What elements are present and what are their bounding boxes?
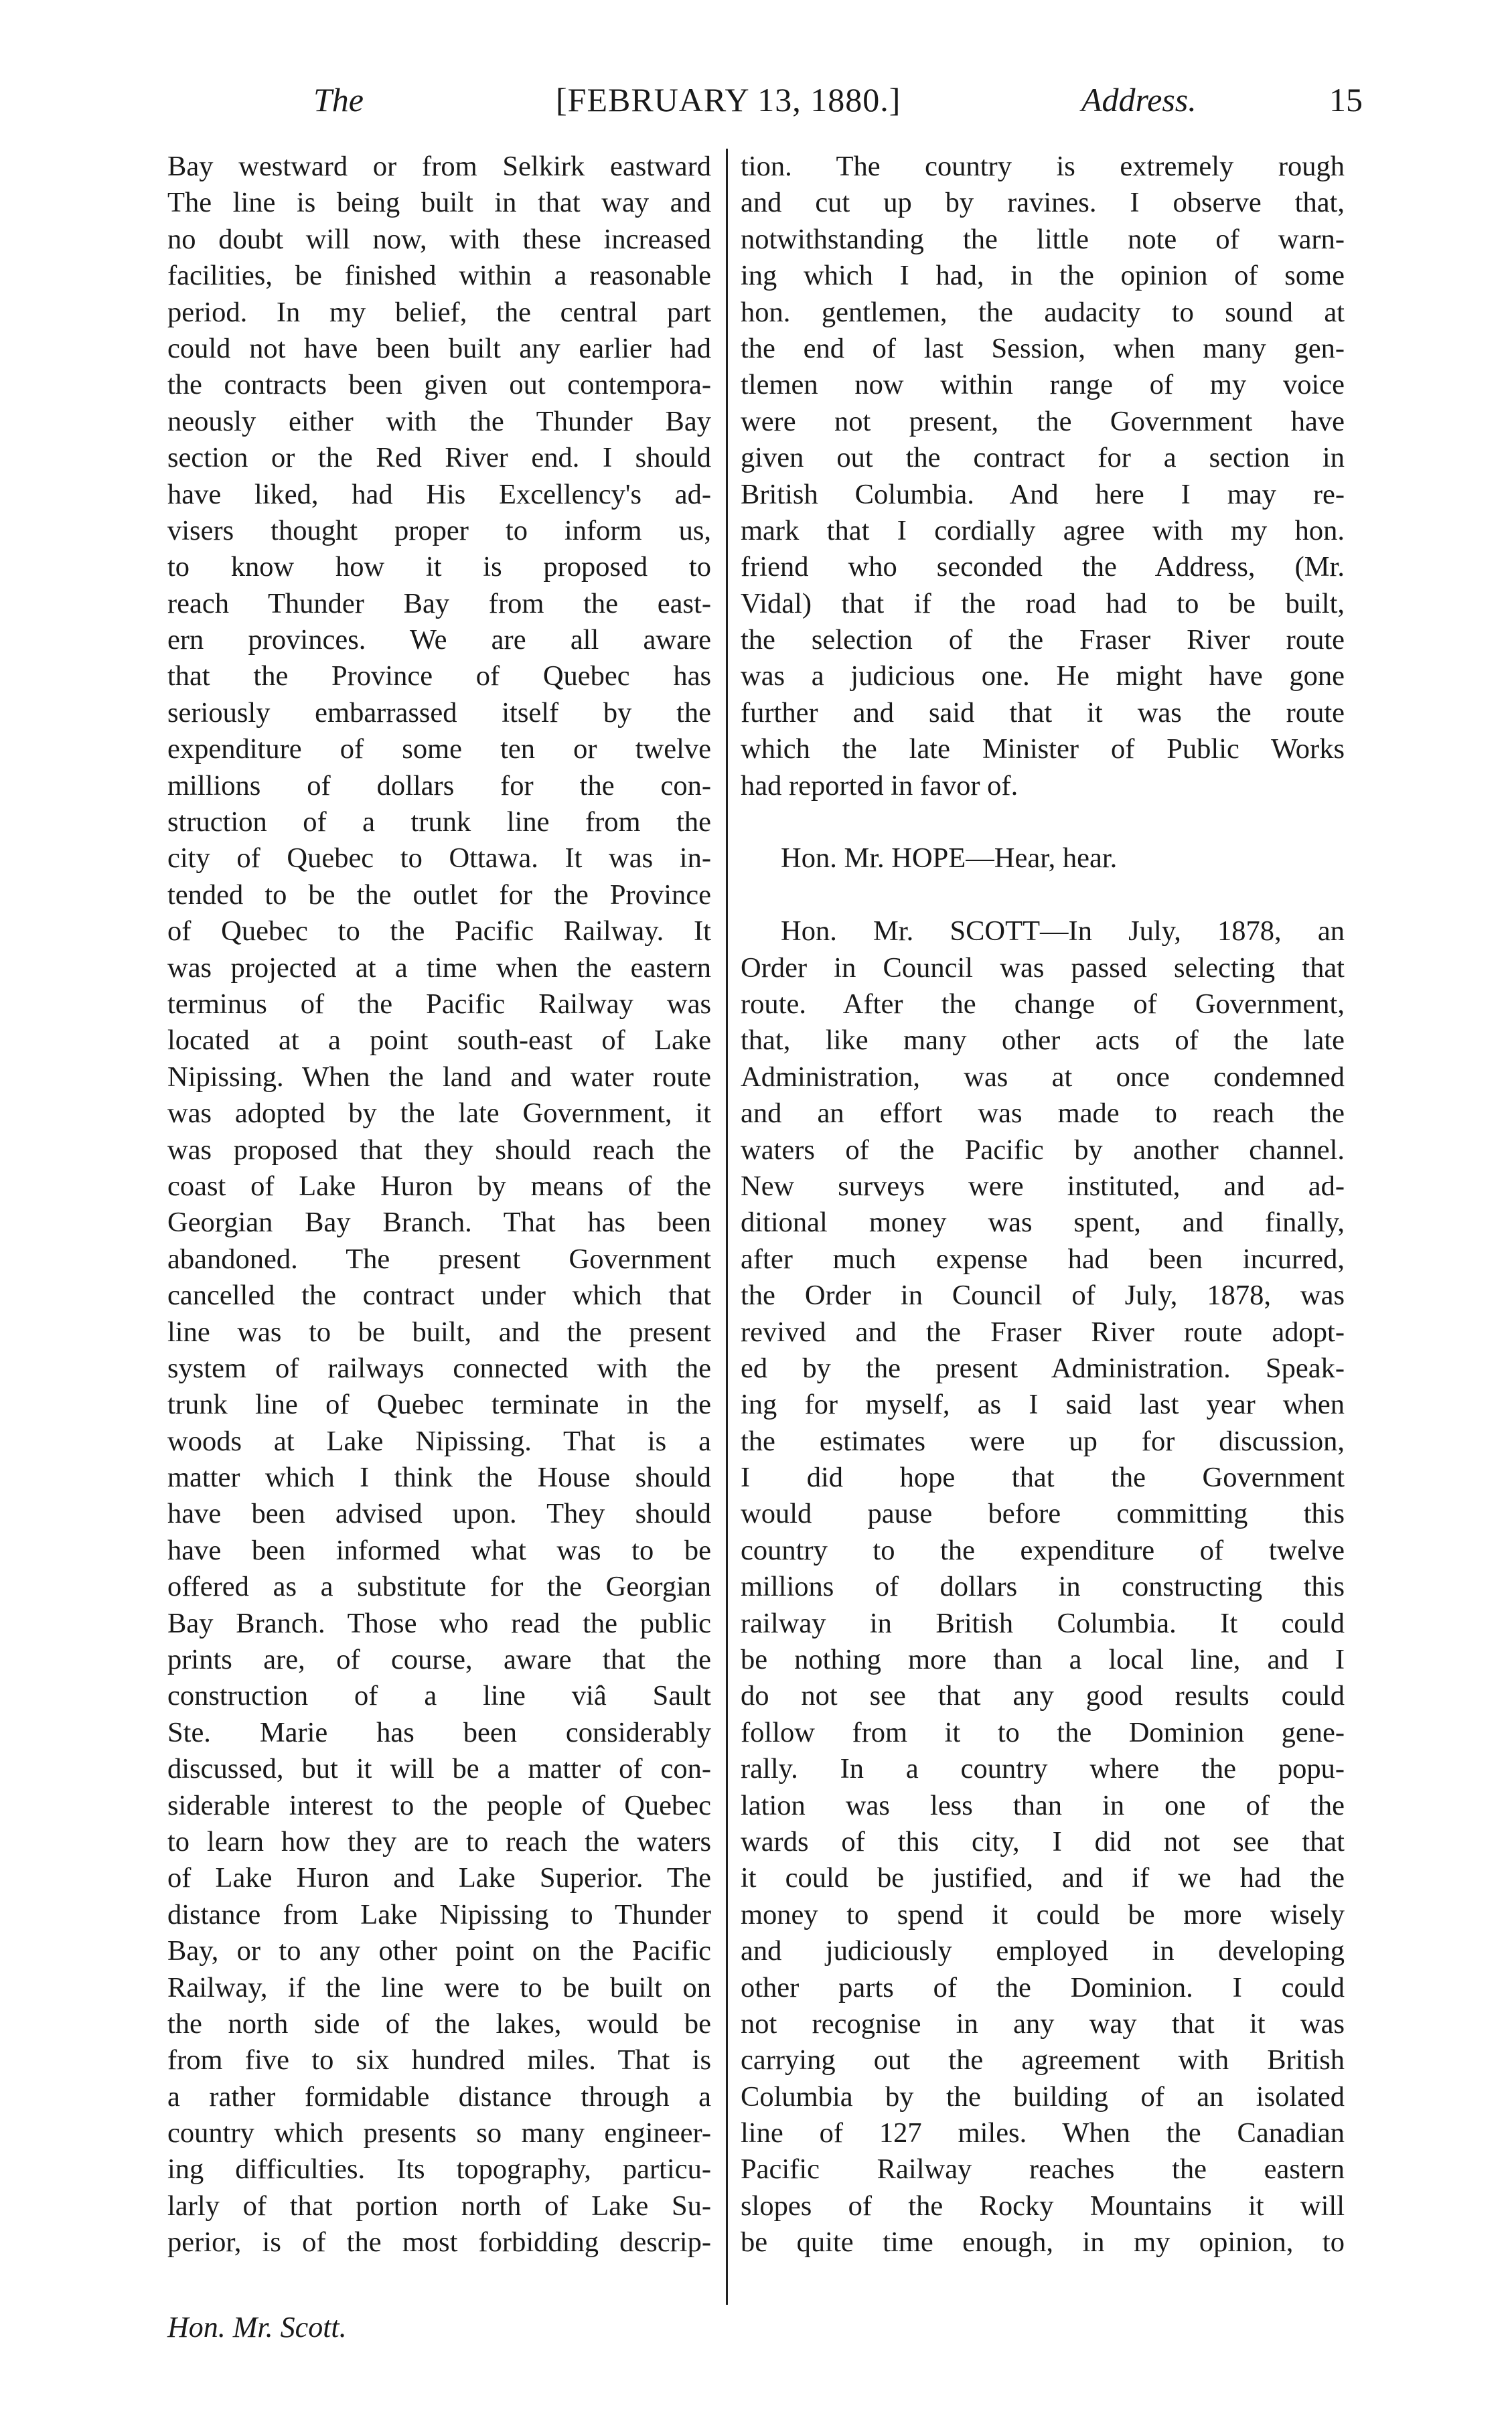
text-line: construction of a line viâ Sault xyxy=(167,1680,711,1712)
header-right-text: Address. xyxy=(1081,81,1197,119)
text-line: friend who seconded the Address, (Mr. xyxy=(741,551,1345,583)
text-line: period. In my belief, the central part xyxy=(167,296,711,328)
text-line: millions of dollars for the con- xyxy=(167,769,711,802)
text-line: system of railways connected with the xyxy=(167,1352,711,1384)
paragraph-gap xyxy=(741,804,1345,840)
text-line: ern provinces. We are all aware xyxy=(167,624,711,656)
header-left-text: The xyxy=(313,81,364,119)
text-line: Pacific Railway reaches the eastern xyxy=(741,2153,1345,2186)
text-line: tlemen now within range of my voice xyxy=(741,369,1345,401)
text-line: visers thought proper to inform us, xyxy=(167,514,711,546)
text-line: be quite time enough, in my opinion, to xyxy=(741,2226,1345,2259)
text-line: money to spend it could be more wisely xyxy=(741,1898,1345,1930)
text-line: discussed, but it will be a matter of con- xyxy=(167,1753,711,1785)
text-line: to learn how they are to reach the waters xyxy=(167,1825,711,1857)
text-line: were not present, the Government have xyxy=(741,405,1345,437)
text-line: notwithstanding the little note of warn- xyxy=(741,223,1345,255)
text-line: Bay, or to any other point on the Pacific xyxy=(167,1935,711,1967)
text-line: Administration, was at once condemned xyxy=(741,1061,1345,1093)
text-line: rally. In a country where the popu- xyxy=(741,1753,1345,1785)
text-line: and an effort was made to reach the xyxy=(741,1097,1345,1130)
text-line: revived and the Fraser River route adopt- xyxy=(741,1316,1345,1348)
text-line: prints are, of course, aware that the xyxy=(167,1644,711,1676)
text-line: located at a point south-east of Lake xyxy=(167,1024,711,1057)
text-line: follow from it to the Dominion gene- xyxy=(741,1716,1345,1748)
text-line: was a judicious one. He might have gone xyxy=(741,660,1345,692)
text-line: ing which I had, in the opinion of some xyxy=(741,260,1345,292)
text-line: given out the contract for a section in xyxy=(741,442,1345,474)
paragraph-gap xyxy=(741,877,1345,913)
text-line: was proposed that they should reach the xyxy=(167,1134,711,1166)
text-line: city of Quebec to Ottawa. It was in- xyxy=(167,842,711,875)
text-line: the contracts been given out contempora- xyxy=(167,369,711,401)
text-line: mark that I cordially agree with my hon. xyxy=(741,514,1345,546)
text-line: have been informed what was to be xyxy=(167,1534,711,1566)
text-line: be nothing more than a local line, and I xyxy=(741,1644,1345,1676)
text-line: larly of that portion north of Lake Su- xyxy=(167,2190,711,2222)
text-line: expenditure of some ten or twelve xyxy=(167,733,711,765)
text-line: Hon. Mr. HOPE—Hear, hear. xyxy=(781,842,1118,875)
text-line: carrying out the agreement with British xyxy=(741,2044,1345,2076)
text-line: and judiciously employed in developing xyxy=(741,1935,1345,1967)
text-line: that, like many other acts of the late xyxy=(741,1024,1345,1057)
text-line: neously either with the Thunder Bay xyxy=(167,405,711,437)
text-line: have been advised upon. They should xyxy=(167,1498,711,1530)
text-line: that the Province of Quebec has xyxy=(167,660,711,692)
text-line: the estimates were up for discussion, xyxy=(741,1425,1345,1457)
text-line: slopes of the Rocky Mountains it will xyxy=(741,2190,1345,2222)
text-line: not recognise in any way that it was xyxy=(741,2007,1345,2040)
text-line: Columbia by the building of an isolated xyxy=(741,2080,1345,2113)
column-divider xyxy=(726,149,728,2305)
text-line: Nipissing. When the land and water route xyxy=(167,1061,711,1093)
text-line: Railway, if the line were to be built on xyxy=(167,1971,711,2003)
text-line: Bay westward or from Selkirk eastward xyxy=(167,151,711,182)
text-line: reach Thunder Bay from the east- xyxy=(167,587,711,619)
text-line: facilities, be finished within a reasonable xyxy=(167,260,711,292)
text-line: had reported in favor of. xyxy=(741,769,1018,802)
text-line: of Quebec to the Pacific Railway. It xyxy=(167,915,711,947)
text-line: line was to be built, and the present xyxy=(167,1316,711,1348)
header-date: [FEBRUARY 13, 1880.] xyxy=(556,81,901,119)
text-line: have liked, had His Excellency's ad- xyxy=(167,478,711,510)
right-column xyxy=(741,149,1345,2261)
running-header xyxy=(0,80,1512,141)
text-line: Order in Council was passed selecting that xyxy=(741,952,1345,984)
text-line: no doubt will now, with these increased xyxy=(167,223,711,255)
text-line: which the late Minister of Public Works xyxy=(741,733,1345,765)
text-line: struction of a trunk line from the xyxy=(167,806,711,838)
text-line: of Lake Huron and Lake Superior. The xyxy=(167,1862,711,1894)
left-column xyxy=(167,149,711,2261)
text-line: offered as a substitute for the Georgian xyxy=(167,1571,711,1603)
text-line: and cut up by ravines. I observe that, xyxy=(741,187,1345,219)
text-line: distance from Lake Nipissing to Thunder xyxy=(167,1898,711,1930)
text-line: New surveys were instituted, and ad- xyxy=(741,1170,1345,1202)
text-line: tended to be the outlet for the Province xyxy=(167,879,711,911)
text-line: hon. gentlemen, the audacity to sound at xyxy=(741,296,1345,328)
text-line: lation was less than in one of the xyxy=(741,1789,1345,1821)
text-line: abandoned. The present Government xyxy=(167,1243,711,1275)
text-line: would pause before committing this xyxy=(741,1498,1345,1530)
text-line: The line is being built in that way and xyxy=(167,187,711,219)
footer-speaker: Hon. Mr. Scott. xyxy=(167,2311,347,2344)
text-line: Ste. Marie has been considerably xyxy=(167,1716,711,1748)
text-line: country to the expenditure of twelve xyxy=(741,1534,1345,1566)
text-line: tion. The country is extremely rough xyxy=(741,151,1345,182)
text-line: ditional money was spent, and finally, xyxy=(741,1207,1345,1239)
text-line: woods at Lake Nipissing. That is a xyxy=(167,1425,711,1457)
text-line: a rather formidable distance through a xyxy=(167,2080,711,2113)
text-line: could not have been built any earlier had xyxy=(167,332,711,364)
text-line: terminus of the Pacific Railway was xyxy=(167,988,711,1020)
text-line: section or the Red River end. I should xyxy=(167,442,711,474)
text-line: siderable interest to the people of Quebec xyxy=(167,1789,711,1821)
text-line: line of 127 miles. When the Canadian xyxy=(741,2117,1345,2149)
text-line: country which presents so many engineer- xyxy=(167,2117,711,2149)
page-number: 15 xyxy=(1329,81,1363,119)
text-line: waters of the Pacific by another channel. xyxy=(741,1134,1345,1166)
text-line: was adopted by the late Government, it xyxy=(167,1097,711,1130)
text-line: the end of last Session, when many gen- xyxy=(741,332,1345,364)
text-line: British Columbia. And here I may re- xyxy=(741,478,1345,510)
text-line: further and said that it was the route xyxy=(741,696,1345,729)
text-line: Bay Branch. Those who read the public xyxy=(167,1607,711,1639)
text-line: ing difficulties. Its topography, particu- xyxy=(167,2153,711,2186)
text-line: after much expense had been incurred, xyxy=(741,1243,1345,1275)
text-line: Vidal) that if the road had to be built, xyxy=(741,587,1345,619)
text-line: the Order in Council of July, 1878, was xyxy=(741,1280,1345,1312)
text-line: from five to six hundred miles. That is xyxy=(167,2044,711,2076)
text-line: coast of Lake Huron by means of the xyxy=(167,1170,711,1202)
text-line: to know how it is proposed to xyxy=(167,551,711,583)
text-line: Hon. Mr. SCOTT—In July, 1878, an xyxy=(781,915,1345,947)
text-line: matter which I think the House should xyxy=(167,1462,711,1494)
text-line: ed by the present Administration. Speak- xyxy=(741,1352,1345,1384)
text-line: seriously embarrassed itself by the xyxy=(167,696,711,729)
text-line: wards of this city, I did not see that xyxy=(741,1825,1345,1857)
text-line: do not see that any good results could xyxy=(741,1680,1345,1712)
text-line: ing for myself, as I said last year when xyxy=(741,1389,1345,1421)
text-line: cancelled the contract under which that xyxy=(167,1280,711,1312)
text-line: perior, is of the most forbidding descrip- xyxy=(167,2226,711,2259)
text-line: the selection of the Fraser River route xyxy=(741,624,1345,656)
text-line: railway in British Columbia. It could xyxy=(741,1607,1345,1639)
text-line: millions of dollars in constructing this xyxy=(741,1571,1345,1603)
text-line: trunk line of Quebec terminate in the xyxy=(167,1389,711,1421)
text-line: Georgian Bay Branch. That has been xyxy=(167,1207,711,1239)
text-line: other parts of the Dominion. I could xyxy=(741,1971,1345,2003)
text-line: route. After the change of Government, xyxy=(741,988,1345,1020)
text-line: I did hope that the Government xyxy=(741,1462,1345,1494)
text-line: the north side of the lakes, would be xyxy=(167,2007,711,2040)
text-line: was projected at a time when the eastern xyxy=(167,952,711,984)
text-line: it could be justified, and if we had the xyxy=(741,1862,1345,1894)
